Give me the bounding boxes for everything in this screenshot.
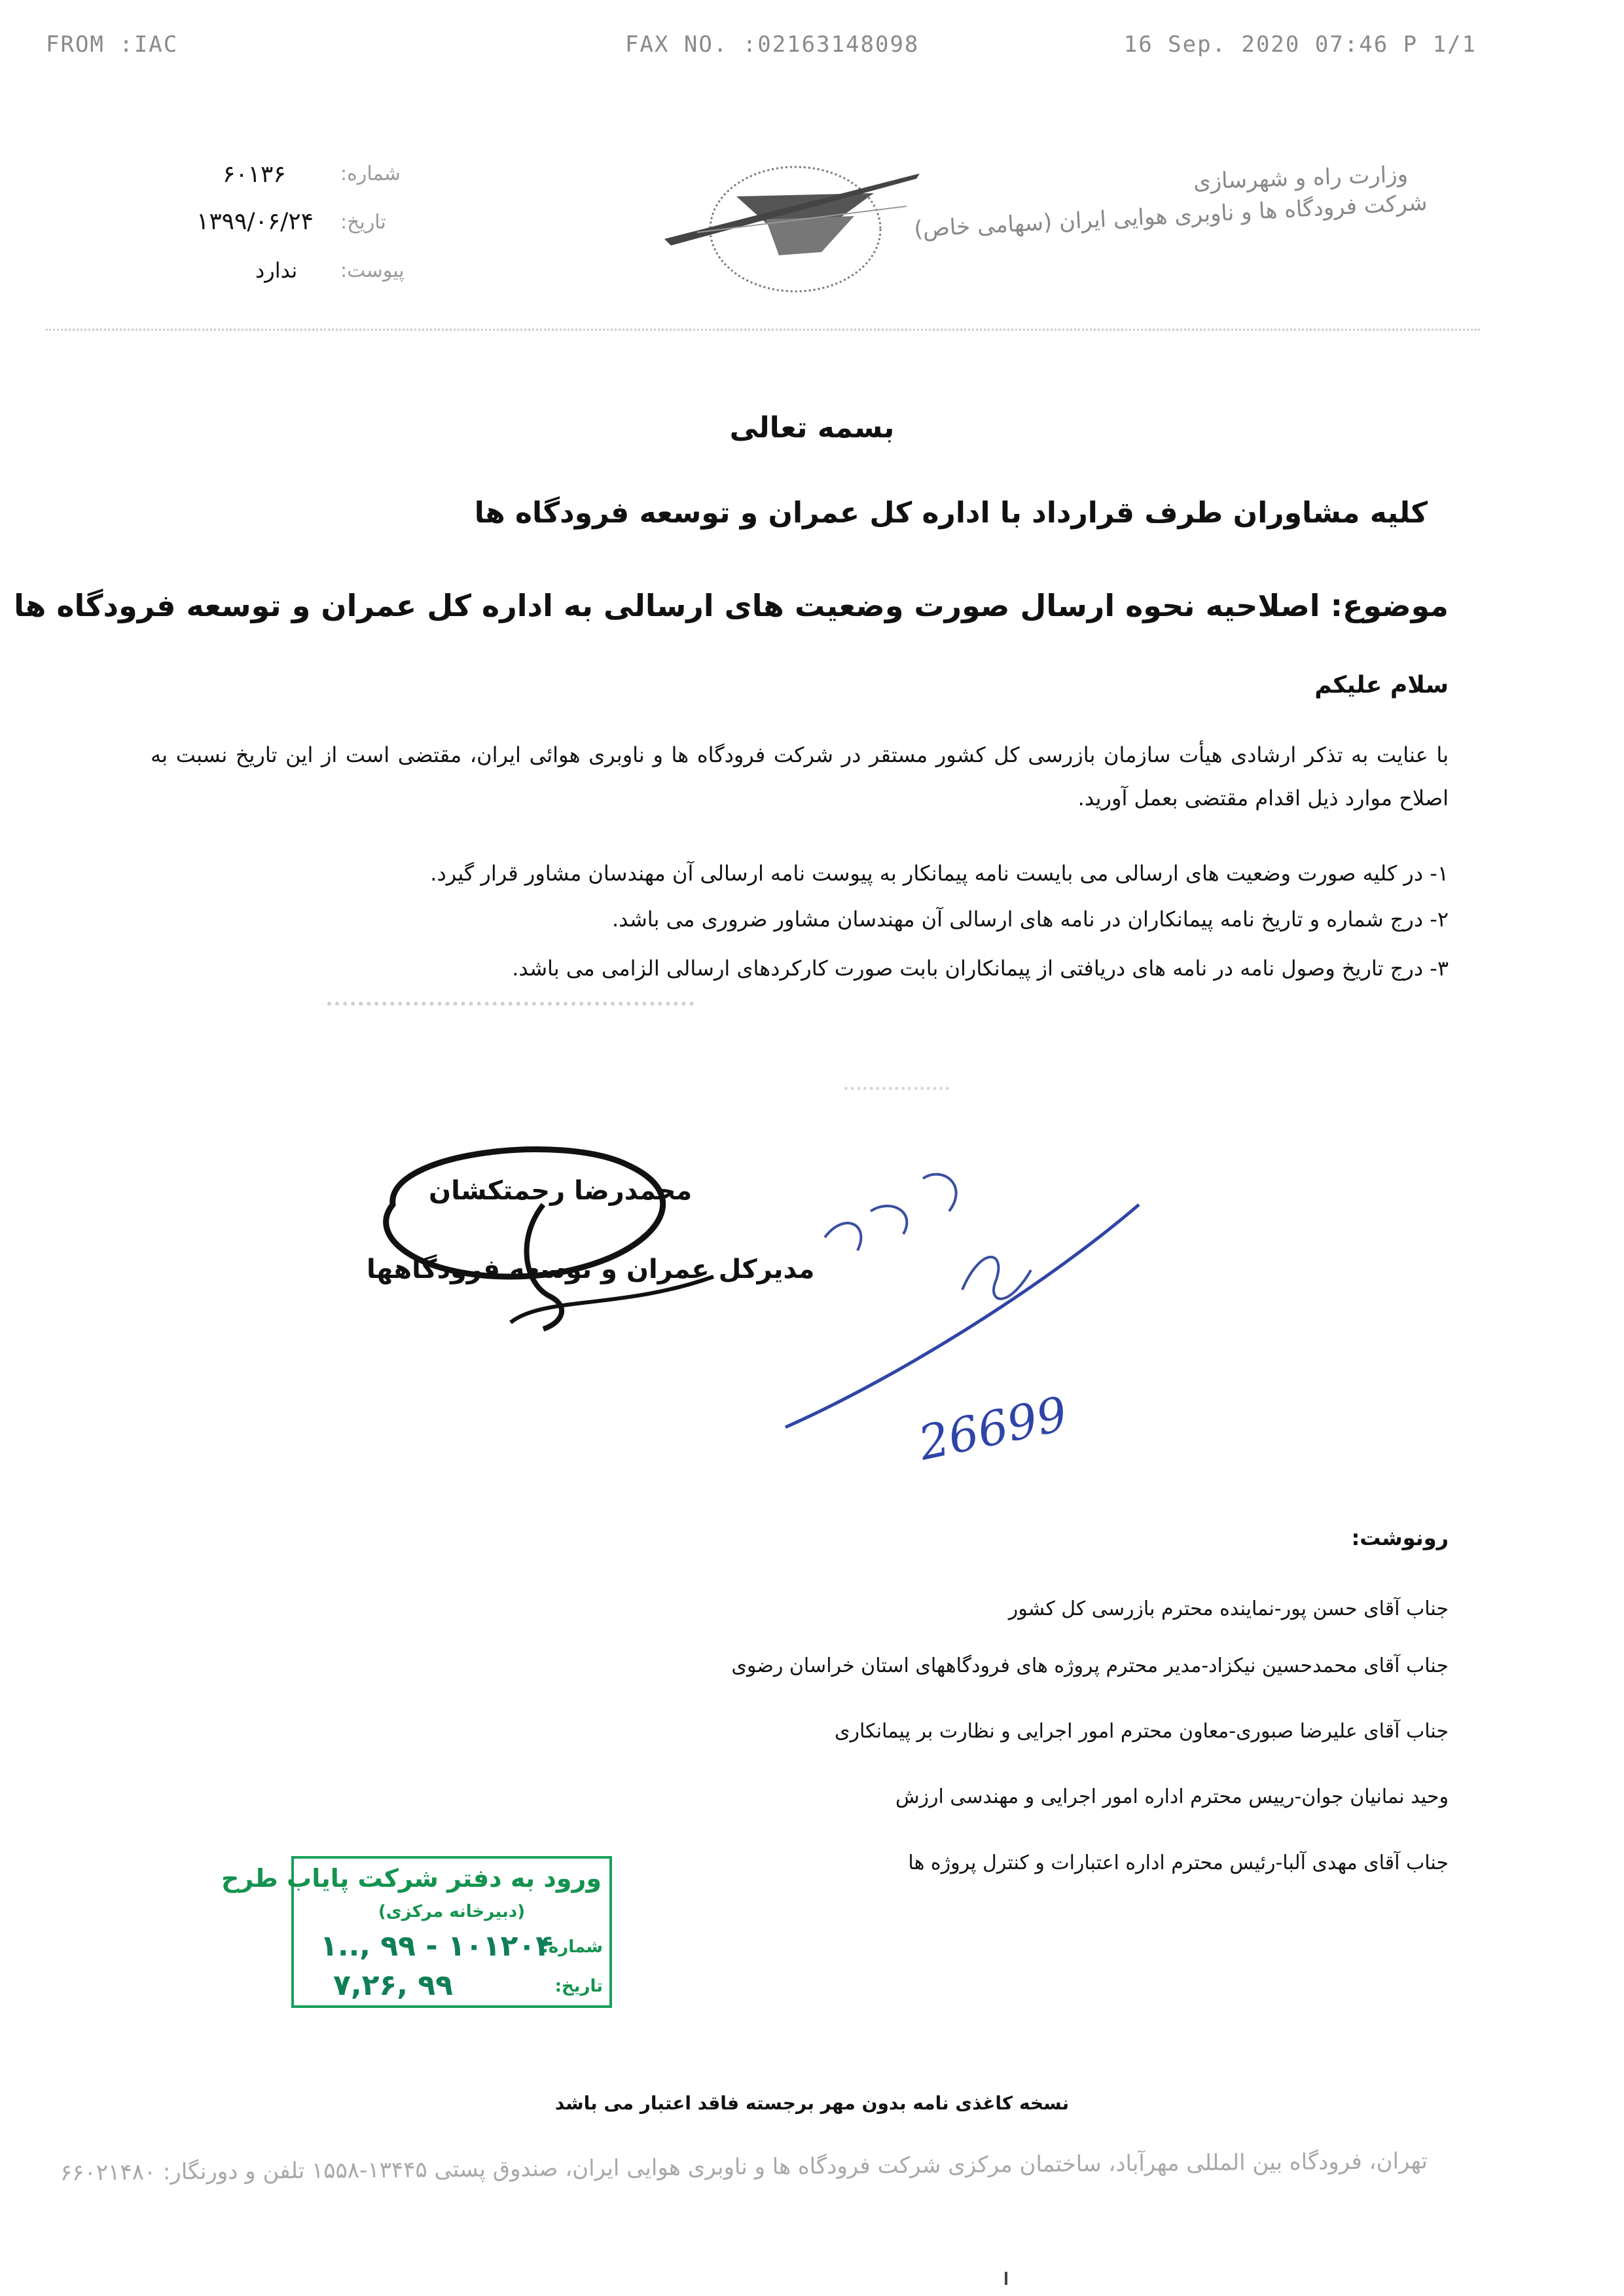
copy-recipient: جناب آقای علیرضا صبوری-معاون محترم امور اجرایی و نظارت بر پیمانکاری (835, 1720, 1449, 1743)
copy-recipient: وحید نمانیان جوان-رییس محترم اداره امور اجرایی و مهندسی ارزش (895, 1785, 1449, 1808)
stamp-date: ۹۹ ,۷,۲۶ (333, 1969, 454, 2002)
stamp-subtitle: (دبیرخانه مرکزی) (378, 1902, 526, 1922)
number-label: شماره: (340, 162, 401, 185)
list-item: ۲- درج شماره و تاریخ نامه پیمانکاران در نامه های ارسالی آن مهندسان مشاور ضروری می باشد. (611, 907, 1449, 932)
fax-date-page: 16 Sep. 2020 07:46 P 1/1 (1123, 31, 1477, 58)
stamp-number: ۱۰۱۲۰۴ - ۹۹ ,..۱ (320, 1929, 554, 1963)
organization-logo (658, 147, 933, 298)
attachment-value: ندارد (255, 258, 298, 283)
footer-address: تهران، فرودگاه بین المللی مهرآباد، ساختمان مرکزی شرکت فرودگاه ها و ناوبری هوایی ایران، صندوق پستی ۱۳۴۴۵-۱۵۵۸ تلفن و دورنگار: ۶۶۰۲۱۴۸۰ (60, 2147, 1428, 2187)
fax-artifact (327, 1002, 694, 1012)
copy-recipient: جناب آقای حسن پور-نماینده محترم بازرسی کل کشور (1008, 1597, 1449, 1620)
date-label: تاریخ: (340, 211, 386, 234)
subject-line: موضوع: اصلاحیه نحوه ارسال صورت وضعیت های ارسالی به اداره کل عمران و توسعه فرودگاه ها (14, 588, 1449, 623)
list-item: ۱- در کلیه صورت وضعیت های ارسالی می بایست نامه پیمانکار به پیوست نامه ارسالی آن مهندسان مشاور قرار گیرد. (430, 861, 1449, 886)
addressee: کلیه مشاوران طرف قرارداد با اداره کل عمران و توسعه فرودگاه ها (474, 496, 1428, 530)
body-paragraph: با عنایت به تذکر ارشادی هیأت سازمان بازرسی کل کشور مستقر در شرکت فرودگاه ها و ناوبری هوائی ایران، مقتضی است از این تاریخ نسبت به اصلاح موارد ذیل اقدام مقتضی بعمل آورید. (151, 742, 1449, 811)
fax-from: FROM :IAC (46, 31, 179, 58)
copy-recipient: جناب آقای مهدی آلبا-رئیس محترم اداره اعتبارات و کنترل پروژه ها (908, 1851, 1449, 1874)
fax-artifact (844, 1087, 949, 1095)
signature-scribble (347, 1126, 779, 1375)
stamp-number-label: شماره: (541, 1937, 603, 1957)
receipt-stamp (221, 1856, 612, 2008)
signer-name: محمدرضا رحمتکشان (429, 1176, 693, 1206)
signer-title: مدیرکل عمران و توسعه فرودگاهها (367, 1254, 815, 1285)
header-divider (46, 329, 1480, 331)
copy-recipient: جناب آقای محمدحسین نیکزاد-مدیر محترم پروژه های فرودگاههای استان خراسان رضوی (731, 1654, 1449, 1677)
ministry-name: وزارت راه و شهرسازی (1193, 161, 1409, 195)
letter-date: ۱۳۹۹/۰۶/۲۴ (196, 208, 314, 235)
letter-number: ۶۰۱۳۶ (223, 161, 286, 188)
fax-number: FAX NO. :02163148098 (625, 31, 920, 58)
handwritten-notation (772, 1113, 1244, 1480)
greeting: سلام علیکم (1314, 672, 1449, 699)
page-mark (1005, 2272, 1007, 2285)
copies-title: رونوشت: (1351, 1525, 1449, 1550)
list-item: ۳- درج تاریخ وصول نامه در نامه های دریافتی از پیمانکاران بابت صورت کارکردهای ارسالی الزامی می باشد. (512, 956, 1449, 981)
footer-note: نسخه کاغذی نامه بدون مهر برجسته فاقد اعتبار می باشد (554, 2092, 1070, 2114)
invocation: بسمه تعالی (729, 411, 895, 445)
stamp-title: ورود به دفتر شرکت پایاب طرح (221, 1864, 602, 1893)
attachment-label: پیوست: (340, 259, 405, 282)
stamp-date-label: تاریخ: (554, 1977, 603, 1996)
company-name: شرکت فرودگاه ها و ناوبری هوایی ایران (سهامی خاص) (913, 189, 1428, 243)
handwritten-number: 26699 (914, 1385, 1072, 1471)
